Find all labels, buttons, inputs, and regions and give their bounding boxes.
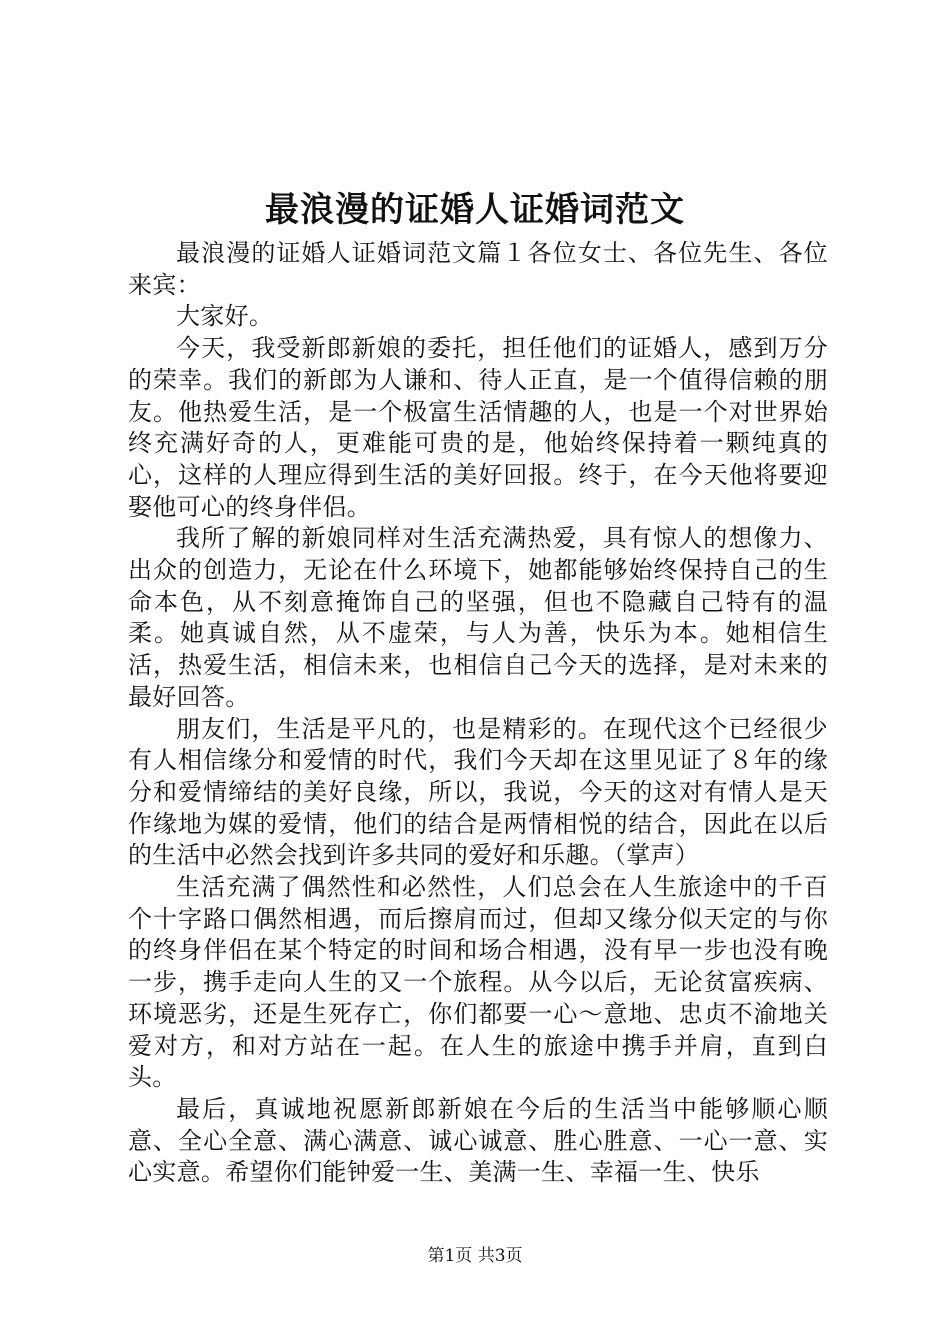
paragraph-life: 生活充满了偶然性和必然性，人们总会在人生旅途中的千百个十字路口偶然相遇，而后擦肩而过，但却又缘分似天定的与你的终身伴侣在某个特定的时间和场合相遇，没有早一步也没有晚一步，携手走向人生的又一个旅程。从今以后，无论贫富疾病、环境恶劣，还是生死存亡，你们都要一心～意地、忠贞不渝地关爱对方，和对方站在一起。在人生的旅途中携手并肩，直到白头。	[128, 873, 828, 1092]
document-title: 最浪漫的证婚人证婚词范文	[265, 190, 685, 230]
paragraph-groom: 今天，我受新郎新娘的委托，担任他们的证婚人，感到万分的荣幸。我们的新郎为人谦和、待人正直，是一个值得信赖的朋友。他热爱生活，是一个极富生活情趣的人，也是一个对世界始终充满好奇的人，更难能可贵的是，他始终保持着一颗纯真的心，这样的人理应得到生活的美好回报。终于，在今天他将要迎娶他可心的终身伴侣。	[128, 334, 828, 521]
paragraph-closing: 最后，真诚地祝愿新郎新娘在今后的生活当中能够顺心顺意、全心全意、满心满意、诚心诚意、胜心胜意、一心一意、实心实意。希望你们能钟爱一生、美满一生、幸福一生、快乐	[128, 1094, 828, 1187]
document-body	[128, 238, 828, 1189]
paragraph-bride: 我所了解的新娘同样对生活充满热爱，具有惊人的想像力、出众的创造力，无论在什么环境下，她都能够始终保持自己的生命本色，从不刻意掩饰自己的坚强，但也不隐藏自己特有的温柔。她真诚自然，从不虚荣，与人为善，快乐为本。她相信生活，热爱生活，相信未来，也相信自己今天的选择，是对未来的最好回答。	[128, 524, 828, 711]
page-footer: 第1页 共3页	[427, 1246, 523, 1266]
paragraph-greeting: 大家好。	[176, 302, 274, 331]
paragraph-friends: 朋友们，生活是平凡的，也是精彩的。在现代这个已经很少有人相信缘分和爱情的时代，我们今天却在这里见证了８年的缘分和爱情缔结的美好良缘，所以，我说，今天的这对有情人是天作缘地为媒的爱情，他们的结合是两情相悦的结合，因此在以后的生活中必然会找到许多共同的爱好和乐趣。（掌声）	[128, 714, 828, 870]
paragraph-intro: 最浪漫的证婚人证婚词范文篇１各位女士、各位先生、各位来宾：	[128, 239, 828, 299]
